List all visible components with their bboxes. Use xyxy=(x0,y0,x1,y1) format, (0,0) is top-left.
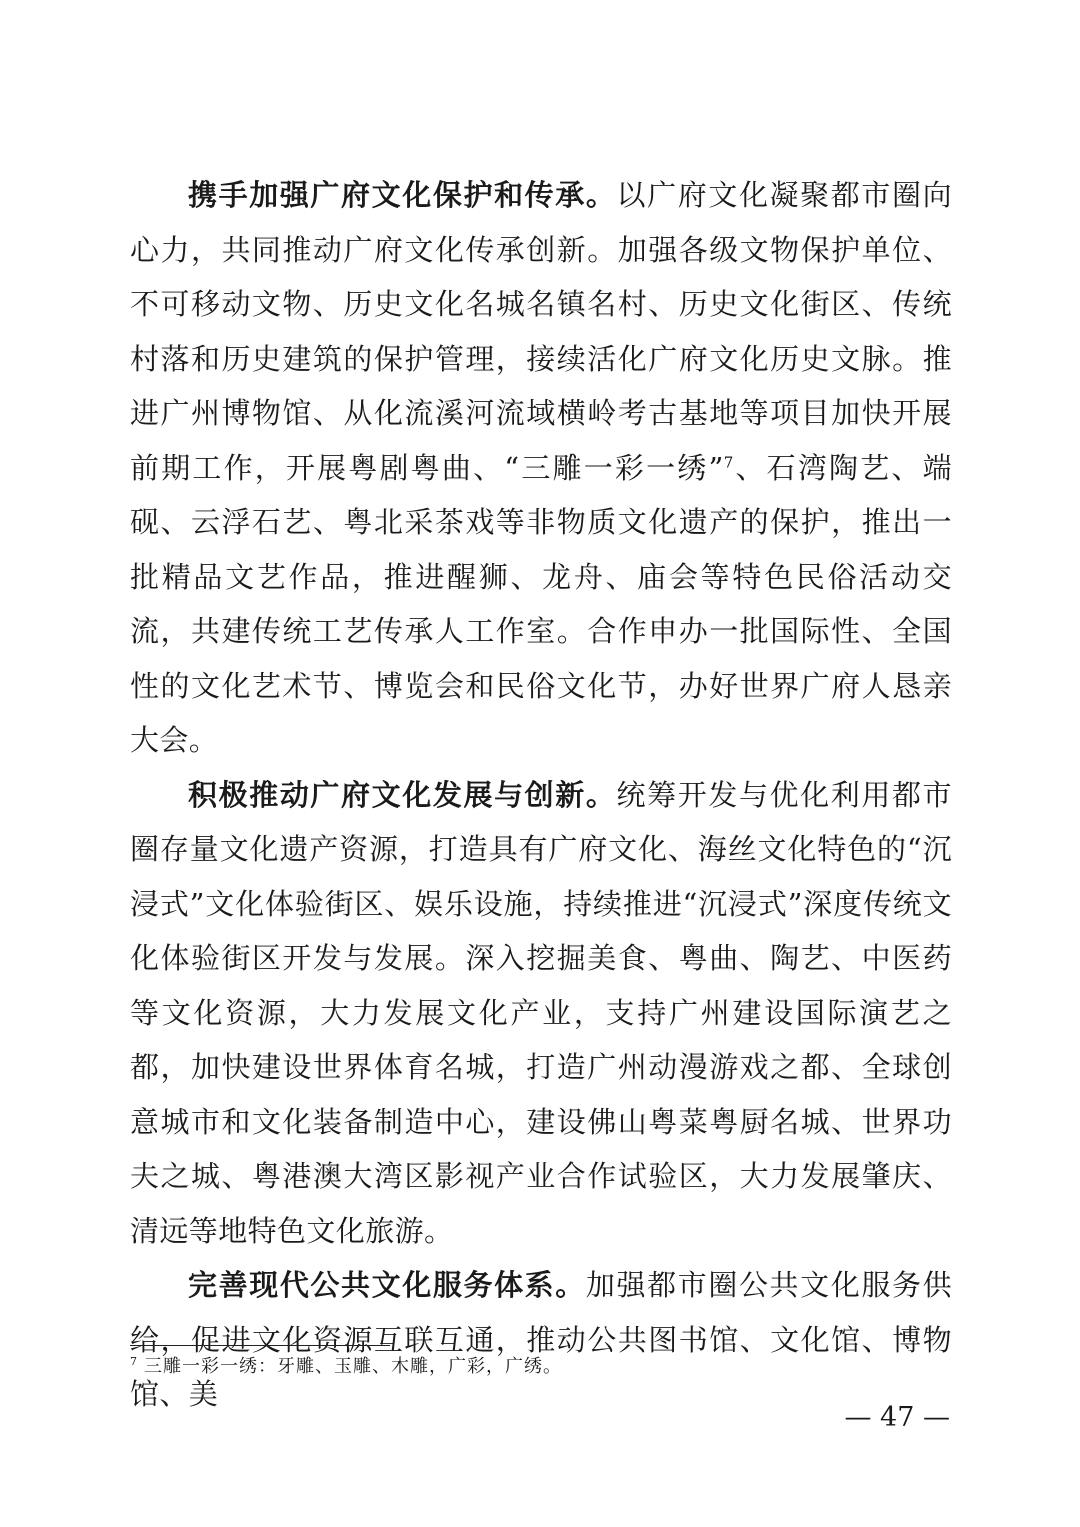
footnote xyxy=(130,1353,950,1381)
paragraph-lead: 完善现代公共文化服务体系。 xyxy=(188,1268,586,1302)
paragraph-lead: 携手加强广府文化保护和传承。 xyxy=(188,178,617,212)
paragraph-text: 以广府文化凝聚都市圈向心力，共同推动广府文化传承创新。加强各级文物保护单位、不可移动文物、历史文化名城名镇名村、历史文化街区、传统村落和历史建筑的保护管理，接续活化广府文化历史文脉。推进广州博物馆、从化流溪河流域横岭考古基地等项目加快开展前期工作，开展粤剧粤曲、“三雕一彩一绣” xyxy=(130,178,952,485)
body-text xyxy=(130,168,952,1422)
footnote-text: 三雕一彩一绣：牙雕、玉雕、木雕，广彩，广绣。 xyxy=(144,1356,562,1377)
paragraph-text: 统筹开发与优化利用都市圈存量文化遗产资源，打造具有广府文化、海丝文化特色的“沉浸式”文化体验街区、娱乐设施，持续推进“沉浸式”深度传统文化体验街区开发与发展。深入挖掘美食、粤曲、陶艺、中医药等文化资源，大力发展文化产业，支持广州建设国际演艺之都，加快建设世界体育名城，打造广州动漫游戏之都、全球创意城市和文化装备制造中心，建设佛山粤菜粤厨名城、世界功夫之城、粤港澳大湾区影视产业合作试验区，大力发展肇庆、清远等地特色文化旅游。 xyxy=(130,777,952,1248)
paragraph-lead: 积极推动广府文化发展与创新。 xyxy=(188,777,617,812)
footnote-divider xyxy=(130,1345,390,1346)
footnote-number: 7 xyxy=(130,1355,138,1368)
paragraph-text: 、石湾陶艺、端砚、云浮石艺、粤北采茶戏等非物质文化遗产的保护，推出一批精品文艺作品，推进醒狮、龙舟、庙会等特色民俗活动交流，共建传统工艺传承人工作室。合作申办一批国际性、全国性的文化艺术节、博览会和民俗文化节，办好世界广府人恳亲大会。 xyxy=(130,450,952,757)
paragraph-development-innovation xyxy=(130,768,952,1259)
page-number: — 47 — xyxy=(844,1402,950,1433)
paragraph-heritage-protection xyxy=(130,168,952,768)
paragraph-public-culture-service xyxy=(130,1258,952,1422)
paragraph-text: 加强都市圈公共文化服务供给，促进文化资源互联互通，推动公共图书馆、文化馆、博物馆、美 xyxy=(130,1268,952,1411)
footnote-reference[interactable]: 7 xyxy=(723,452,734,471)
